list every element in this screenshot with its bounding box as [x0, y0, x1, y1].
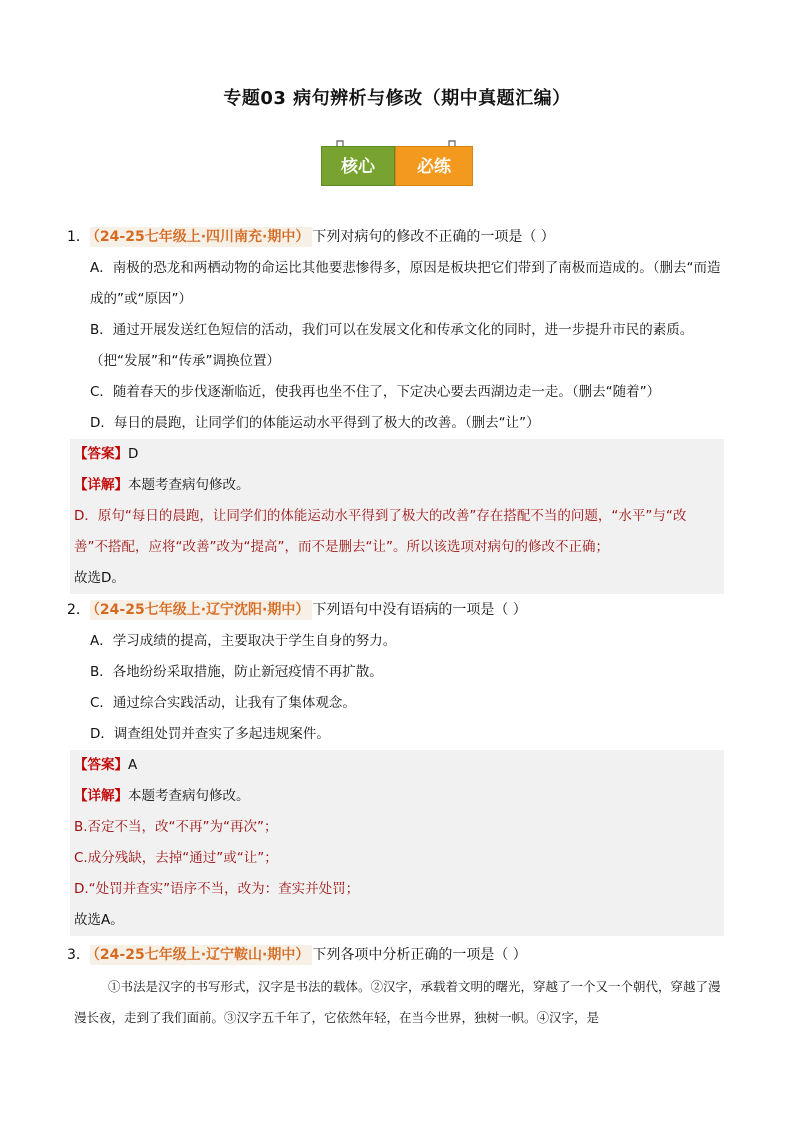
- page-title: 专题03 病句辨析与修改（期中真题汇编）: [223, 88, 571, 109]
- option-a: A．南极的恐龙和两栖动物的命运比其他要悲惨得多，原因是板块把它们带到了南极而造成的。（删去“而造成的”或“原因”）: [90, 260, 721, 307]
- detail-explanation: B.否定不当，改“不再”为“再次”；: [74, 819, 278, 835]
- core-practice-badge: [321, 140, 473, 186]
- answer-label: 【答案】: [74, 757, 128, 773]
- source-tag: （24-25七年级上·四川南充·期中）: [90, 227, 312, 247]
- question-stem: [67, 222, 724, 253]
- question-number: 1．: [67, 229, 90, 245]
- option-c: C．随着春天的步伐逐渐临近，使我再也坐不住了，下定决心要去西湖边走一走。（删去“随着”）: [90, 384, 661, 400]
- detail-line: [74, 781, 720, 812]
- question-stem: [67, 940, 724, 971]
- source-tag: （24-25七年级上·辽宁鞍山·期中）: [90, 945, 312, 965]
- question-text: 下列各项中分析正确的一项是（ ）: [312, 947, 527, 963]
- answer-line: [74, 439, 720, 470]
- question-text: 下列对病句的修改不正确的一项是（ ）: [312, 229, 555, 245]
- badge-core-label: 核心: [321, 146, 395, 186]
- answer-section: [70, 750, 724, 936]
- detail-explanation: D.“处罚并查实”语序不当，改为：查实并处罚；: [74, 881, 360, 897]
- reading-passage: ①书法是汉字的书写形式，汉字是书法的载体。②汉字，承载着文明的曙光，穿越了一个又一个朝代，穿越了漫漫长夜，走到了我们面前。③汉字五千年了，它依然年轻，在当今世界，独树一帜。④汉字，是: [74, 979, 721, 1025]
- question-3: [67, 940, 724, 1033]
- detail-explanation: C.成分残缺，去掉“通过”或“让”；: [74, 850, 278, 866]
- conclusion: 故选A。: [74, 912, 124, 928]
- detail-intro: 本题考查病句修改。: [128, 788, 250, 804]
- option-a: A．学习成绩的提高，主要取决于学生自身的努力。: [90, 633, 397, 649]
- option-b: B．通过开展发送红色短信的活动，我们可以在发展文化和传承文化的同时，进一步提升市民的素质。（把“发展”和“传承”调换位置）: [90, 322, 694, 369]
- answer-section: [70, 439, 724, 594]
- question-2: [67, 595, 724, 936]
- question-text: 下列语句中没有语病的一项是（ ）: [312, 602, 527, 618]
- detail-explanation: D．原句“每日的晨跑，让同学们的体能运动水平得到了极大的改善”存在搭配不当的问题，“水平”与“改善”不搭配，应将“改善”改为“提高”，而不是删去“让”。所以该选项对病句的修改不正确；: [74, 508, 687, 555]
- detail-line: [74, 470, 720, 501]
- answer-label: 【答案】: [74, 446, 128, 462]
- question-number: 3．: [67, 947, 90, 963]
- detail-label: 【详解】: [74, 788, 128, 804]
- option-d: D．每日的晨跑，让同学们的体能运动水平得到了极大的改善。（删去“让”）: [90, 415, 540, 431]
- question-stem: [67, 595, 724, 626]
- option-c: C．通过综合实践活动，让我有了集体观念。: [90, 695, 356, 711]
- answer-value: D: [128, 446, 139, 462]
- detail-label: 【详解】: [74, 477, 128, 493]
- answer-line: [74, 750, 720, 781]
- question-number: 2．: [67, 602, 90, 618]
- option-b: B．各地纷纷采取措施，防止新冠疫情不再扩散。: [90, 664, 383, 680]
- badge-practice-label: 必练: [395, 146, 473, 186]
- option-d: D．调查组处罚并查实了多起违规案件。: [90, 726, 330, 742]
- source-tag: （24-25七年级上·辽宁沈阳·期中）: [90, 600, 312, 620]
- conclusion: 故选D。: [74, 570, 125, 586]
- detail-intro: 本题考查病句修改。: [128, 477, 250, 493]
- question-1: [67, 222, 724, 594]
- answer-value: A: [128, 757, 138, 773]
